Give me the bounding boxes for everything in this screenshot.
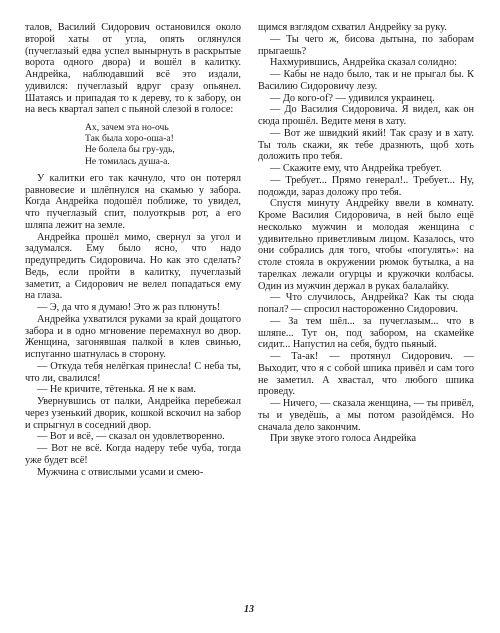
paragraph: талов, Василий Сидорович остановился около второй хаты от угла, опять оглянулся (пучеглазый едва успел вынырнуть в раскрытые ворота одного двора) и вошёл в калитку. Андрейка, наблюдавший всё это издали, удивился: пучеглазый вдруг сразу опьянел. Шатаясь и припадая то к дереву, то к забору, он на весь квартал запел с пьяной слезой в голосе: (25, 22, 241, 116)
dialogue-line: — Что случилось, Андрейка? Как ты сюда попал? — спросил настороженно Сидорович. (258, 292, 474, 315)
poem-line: Ах, зачем эта но-очь (85, 122, 169, 133)
paragraph: При звуке этого голоса Андрейка (270, 433, 417, 445)
dialogue-line: — Кабы не надо было, так и не прыгал бы. К Василию Сидоровичу лезу. (258, 69, 474, 92)
right-column (258, 22, 474, 445)
paragraph: щимся взглядом схватил Андрейку за руку. (258, 22, 447, 33)
dialogue-line: — Требует... Прямо генерал!.. Требует... Ну, подожди, зараз доложу про тебя. (258, 174, 474, 198)
dialogue-line: — Вот и всё, — сказал он удовлетворенно. (37, 431, 225, 443)
dialogue-line: — Э, да что я думаю! Это ж раз плюнуть! (37, 302, 221, 314)
dialogue-line: — Откуда тебя нелёгкая принесла! С неба ты, что ли, свалился! (25, 360, 241, 384)
page-number: 13 (244, 604, 254, 615)
left-column (25, 22, 241, 478)
paragraph: Андрейка ухватился руками за край дощатого забора и в одно мгновение перемахнул во двор. Женщина, загонявшая палкой в клев свинью, испуганно шатнулась в сторону. (25, 313, 241, 361)
poem-line: Так была хоро-оша-а! (85, 133, 174, 145)
dialogue-line: — Вот же швидкий який! Так сразу и в хату. Ты толь скажи, як тебе дразнють, щоб хоть доложить про тебя. (258, 127, 474, 163)
poem-line: Не болела бы гру-удь, (85, 144, 175, 156)
dialogue-line: — Не кричите, тётенька. Я не к вам. (37, 384, 196, 396)
poem-stanza (85, 122, 241, 167)
dialogue-line: — Ничего, — сказала женщина, — ты привёл, ты и уведёшь, а мы потом разойдёмся. Но сначала дело закончим. (258, 398, 474, 433)
dialogue-line: — Та-ак! — протянул Сидорович. — Выходит, что я с собой шпика привёл и сам того не заметил. А хвастал, что любого шпика проведу. (258, 351, 474, 398)
dialogue-line: — Вот не всё. Когда надеру тебе чуба, тогда уже будет всё! (25, 443, 241, 466)
dialogue-line: — До Василия Сидоровича. Я видел, как он сюда прошёл. Ведите меня в хату. (258, 104, 474, 127)
paragraph: У калитки его так качнуло, что он потерял равновесие и шлёпнулся на скамью у забора. Когда Андрейка подошёл поближе, то увидел, что пучеглазый спит, полуоткрыв рот, а его шляпа лежит на земле. (25, 172, 241, 231)
paragraph: Спустя минуту Андрейку ввели в комнату. Кроме Василия Сидоровича, в ней было ещё несколько мужчин и молодая женщина с удивительно приветливым лицом. Казалось, что они собрались для того, чтобы «погулять»: на столе стояла в окружении рюмок бутылка, а на тарелках лежали огурцы и кружочки колбасы. Один из мужчин держал в руках балалайку. (258, 198, 474, 292)
paragraph: Нахмурившись, Андрейка сказал солидно: (270, 57, 458, 69)
dialogue-line: — Ты чего ж, бисова дытына, по заборам прыгаешь? (258, 33, 474, 57)
poem-line: Не томилась душа-а. (85, 155, 170, 167)
paragraph: Андрейка прошёл мимо, свернул за угол и задумался. Ему было ясно, что надо предупредить Сидоровича. Но как это сделать? Ведь, если пройти в калитку, пучеглазый заметит, а Сидорович не велел попадаться ему на глаза. (25, 231, 241, 302)
dialogue-line: — Скажите ему, что Андрейка требует. (270, 163, 442, 174)
paragraph: Мужчина с отвислыми усами и смею- (37, 466, 204, 478)
paragraph: Увернувшись от палки, Андрейка перебежал через узенький дворик, кошкой вскочил на забор и спрыгнул в соседний двор. (25, 396, 241, 431)
dialogue-line: — За тем шёл... за пучеглазым... что в шляпе... Тут он, под забором, на скамейке сидит... Напустил на себя, будто пьяный. (258, 315, 474, 351)
dialogue-line: — До кого-of? — удивился украинец. (270, 92, 435, 104)
